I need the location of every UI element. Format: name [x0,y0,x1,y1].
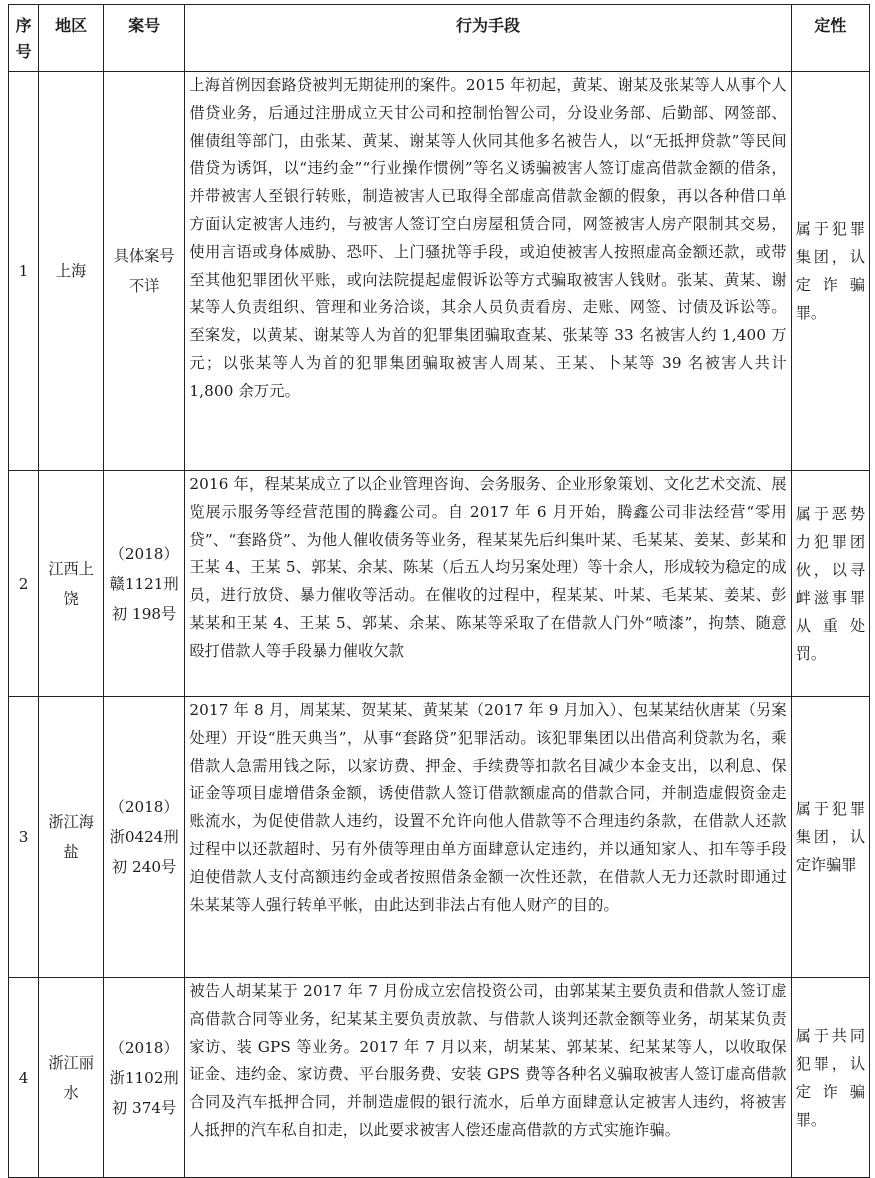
header-case-no: 案号 [103,5,184,72]
row-verdict: 属于犯罪集团，认定诈骗罪 [791,697,869,978]
row-region: 浙江海盐 [39,697,104,978]
row-verdict: 属于恶势力犯罪团伙，以寻衅滋事罪从重处罚。 [791,471,869,697]
row-case-no: （2018）浙1102刑初 374号 [103,978,184,1178]
table-row [9,697,870,978]
table-row [9,978,870,1178]
row-conduct: 2016 年，程某某成立了以企业管理咨询、会务服务、企业形象策划、文化艺术交流、展览展示服务等经营范围的腾鑫公司。自 2017 年 6 月开始，腾鑫公司非法经营“零用贷”、“套路贷”、为他人催收债务等业务，程某某先后纠集叶某、毛某某、姜某、彭某和王某 4、王某 5、郭某、余某、陈某（后五人均另案处理）等十余人，形成较为稳定的成员，进行放贷、暴力催收等活动。在催收的过程中，程某某、叶某、毛某某、姜某、彭某某和王某 4、王某 5、郭某、余某、陈某等采取了在借款人门外“喷漆”，拘禁、随意殴打借款人等手段暴力催收欠款 [185,471,791,697]
header-conduct: 行为手段 [185,5,791,72]
row-verdict: 属于犯罪集团，认定诈骗罪。 [791,72,869,471]
row-conduct: 2017 年 8 月，周某某、贺某某、黄某某（2017 年 9 月加入）、包某某结伙唐某（另案处理）开设“胜天典当”，从事“套路贷”犯罪活动。该犯罪集团以出借高利贷款为名，乘借款人急需用钱之际，以家访费、押金、手续费等扣款名目减少本金支出，以利息、保证金等项目虚增借条金额，诱使借款人签订借款额虚高的借款合同，并制造虚假资金走账流水，为促使借款人违约，设置不允许向他人借款等不合理违约条款，在借款人还款过程中以还款超时、另有外债等理由单方面肆意认定违约，并以通知家人、扣车等手段迫使借款人支付高额违约金或者按照借条金额一次性还款，在借款人无力还款时即通过朱某某等人强行转单平帐，由此达到非法占有他人财产的目的。 [185,697,791,978]
row-no: 4 [9,978,39,1178]
header-verdict: 定性 [791,5,869,72]
table-row [9,72,870,471]
row-case-no: （2018）浙0424刑初 240号 [103,697,184,978]
row-no: 2 [9,471,39,697]
row-conduct: 被告人胡某某于 2017 年 7 月份成立宏信投资公司，由郭某某主要负责和借款人签订虚高借款合同等业务，纪某某主要负责放款、与借款人谈判还款金额等业务，胡某某负责家访、装 GPS 等业务。2017 年 7 月以来，胡某某、郭某某、纪某某等人，以收取保证金、违约金、家访费、平台服务费、安装 GPS 费等各种名义骗取被害人签订虚高借款合同及汽车抵押合同，并制造虚假的银行流水，后单方面肆意认定被害人违约，将被害人抵押的汽车私自扣走，以此要求被害人偿还虚高借款的方式实施诈骗。 [185,978,791,1178]
row-no: 1 [9,72,39,471]
row-no: 3 [9,697,39,978]
row-case-no: 具体案号不详 [103,72,184,471]
row-conduct: 上海首例因套路贷被判无期徒刑的案件。2015 年初起，黄某、谢某及张某等人从事个人借贷业务，后通过注册成立天甘公司和控制怡智公司，分设业务部、后勤部、网签部、催债组等部门，由张某、黄某、谢某等人伙同其他多名被告人，以“无抵押贷款”等民间借贷为诱饵，以“违约金”“行业操作惯例”等名义诱骗被害人签订虚高借款金额的借条，并带被害人至银行转账，制造被害人已取得全部虚高借款金额的假象，再以各种借口单方面认定被害人违约，与被害人签订空白房屋租赁合同，网签被害人房产限制其交易，使用言语或身体威胁、恐吓、上门骚扰等手段，或迫使被害人按照虚高金额还款，或带至其他犯罪团伙平账，或向法院提起虚假诉讼等方式骗取被害人钱财。张某、黄某、谢某等人负责组织、管理和业务洽谈，其余人员负责看房、走账、网签、讨债及诉讼等。至案发，以黄某、谢某等人为首的犯罪集团骗取查某、张某等 33 名被害人约 1,400 万元；以张某等人为首的犯罪集团骗取被害人周某、王某、卜某等 39 名被害人共计 1,800 余万元。 [185,72,791,471]
row-region: 江西上饶 [39,471,104,697]
case-table [8,4,870,1178]
table-header-row [9,5,870,72]
row-case-no: （2018）赣1121刑初 198号 [103,471,184,697]
header-no: 序号 [9,5,39,72]
row-verdict: 属于共同犯罪，认定诈骗罪。 [791,978,869,1178]
header-region: 地区 [39,5,104,72]
table-row [9,471,870,697]
row-region: 浙江丽水 [39,978,104,1178]
row-region: 上海 [39,72,104,471]
